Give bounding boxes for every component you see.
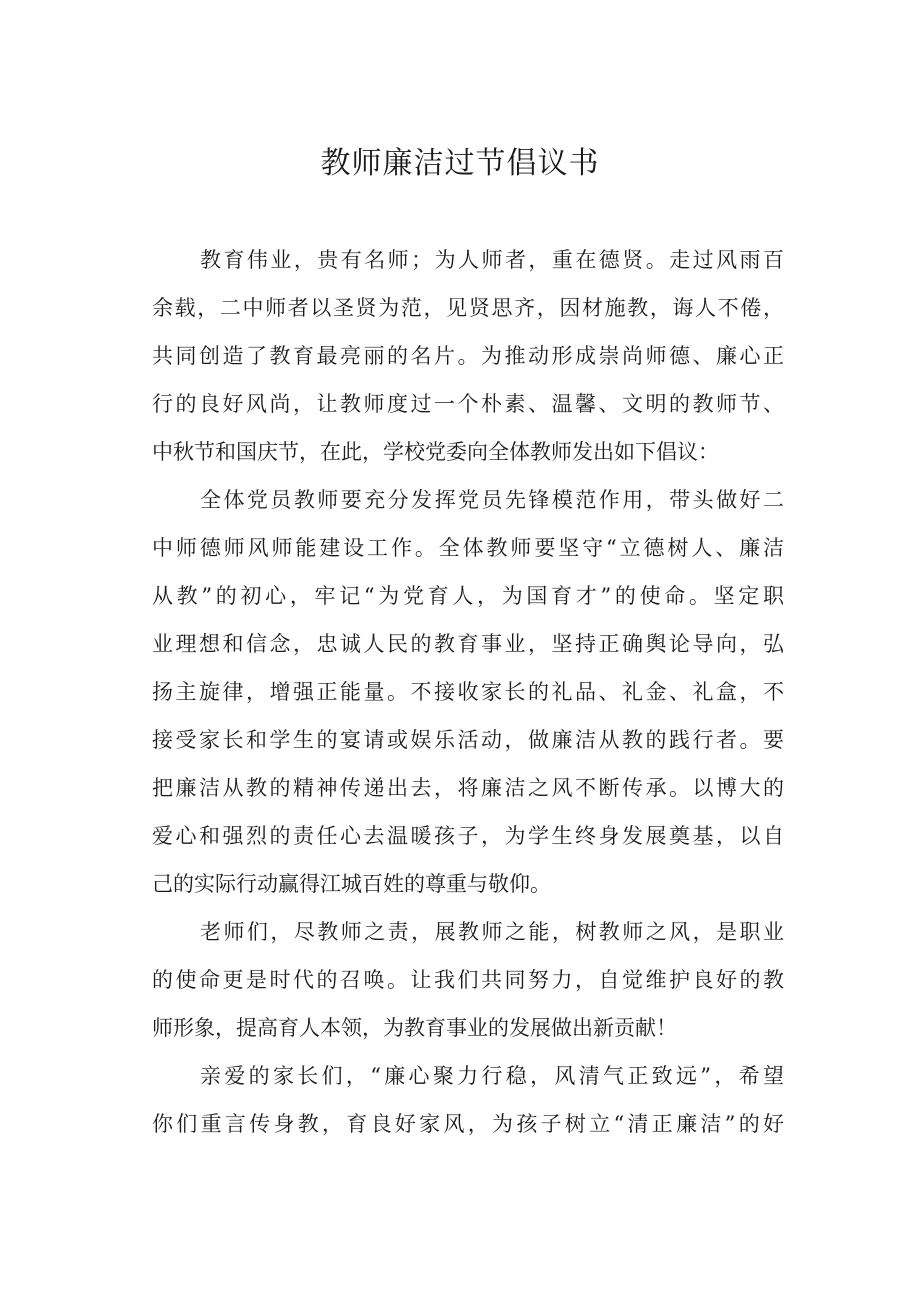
paragraph-2-line-3: 从教”的初心，牢记“为党育人，为国育才”的使命。坚定职 [152,584,784,608]
paragraph-1-line-4: 行的良好风尚，让教师度过一个朴素、温馨、文明的教师节、 [152,392,784,416]
paragraph-2-line-1: 全体党员教师要充分发挥党员先锋模范作用，带头做好二 [200,488,784,512]
paragraph-2-line-8: 爱心和强烈的责任心去温暖孩子，为学生终身发展奠基，以自 [152,824,784,848]
paragraph-4-line-2: 你们重言传身教，育良好家风，为孩子树立“清正廉洁”的好 [152,1112,784,1136]
paragraph-1-line-3: 共同创造了教育最亮丽的名片。为推动形成崇尚师德、廉心正 [152,344,784,368]
paragraph-2-line-2: 中师德师风师能建设工作。全体教师要坚守“立德树人、廉洁 [152,536,784,560]
document-title: 教师廉洁过节倡议书 [320,146,600,181]
paragraph-3-line-3: 师形象，提高育人本领，为教育事业的发展做出新贡献！ [152,1016,677,1040]
paragraph-2-line-9: 己的实际行动赢得江城百姓的尊重与敬仰。 [152,872,551,896]
paragraph-2-line-7: 把廉洁从教的精神传递出去，将廉洁之风不断传承。以博大的 [152,776,784,800]
paragraph-2-line-6: 接受家长和学生的宴请或娱乐活动，做廉洁从教的践行者。要 [152,728,784,752]
paragraph-1-line-2: 余载，二中师者以圣贤为范，见贤思齐，因材施教，诲人不倦， [152,296,784,320]
paragraph-2-line-5: 扬主旋律，增强正能量。不接收家长的礼品、礼金、礼盒，不 [152,680,784,704]
paragraph-3-line-1: 老师们，尽教师之责，展教师之能，树教师之风，是职业 [200,920,784,944]
paragraph-2-line-4: 业理想和信念，忠诚人民的教育事业，坚持正确舆论导向，弘 [152,632,784,656]
paragraph-3-line-2: 的使命更是时代的召唤。让我们共同努力，自觉维护良好的教 [152,968,784,992]
paragraph-1-line-1: 教育伟业，贵有名师；为人师者，重在德贤。走过风雨百 [200,248,784,272]
paragraph-1-line-5: 中秋节和国庆节，在此，学校党委向全体教师发出如下倡议： [152,440,719,464]
document-body [152,236,784,1148]
paragraph-4-line-1: 亲爱的家长们，“廉心聚力行稳，风清气正致远”，希望 [200,1064,784,1088]
